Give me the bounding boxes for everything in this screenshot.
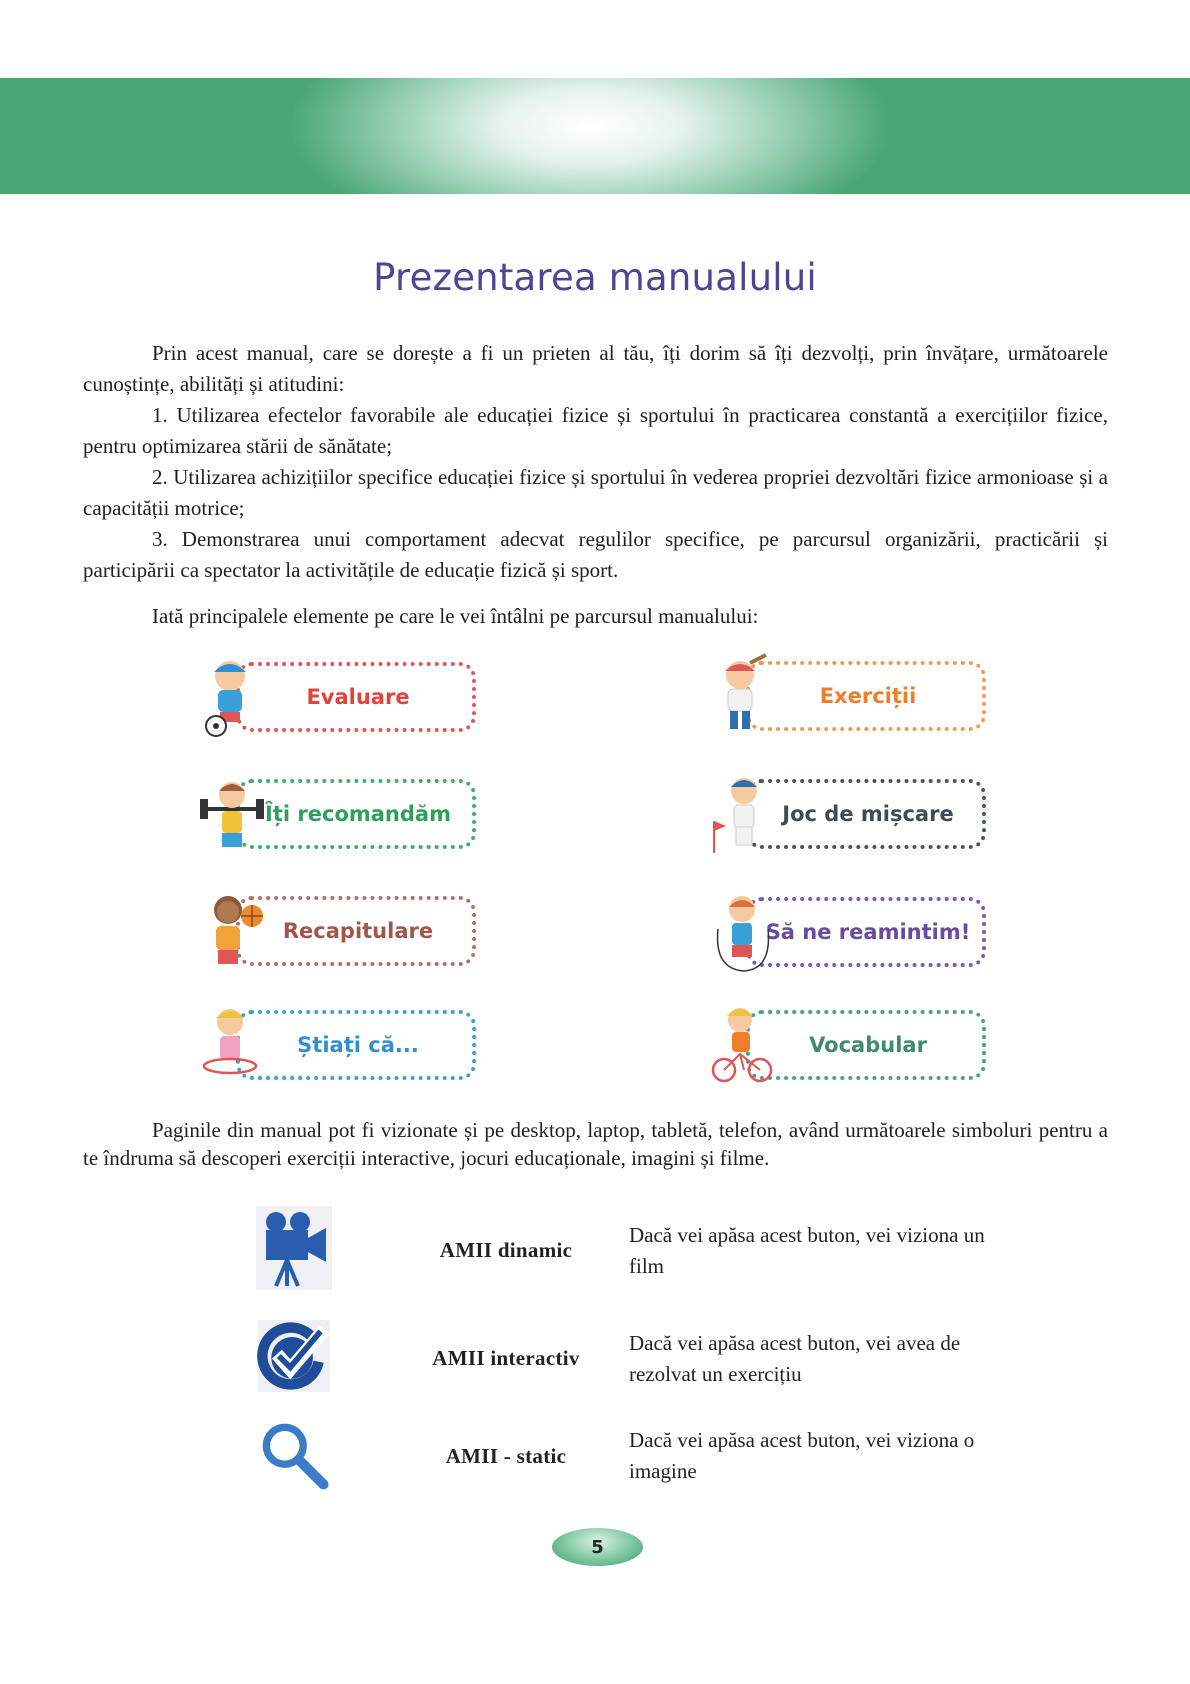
intro-text	[83, 338, 1108, 586]
kid-golf-icon	[710, 771, 774, 855]
badge-stiati-ca	[200, 1008, 475, 1078]
badge-evaluare	[200, 660, 475, 730]
symbol-name: AMII interactiv	[432, 1346, 580, 1370]
badge-recapitulare	[200, 894, 475, 964]
badge-label: Vocabular	[809, 1033, 927, 1057]
elements-lead-text: Iată principalele elemente pe care le vei întâlni pe parcursul manualului:	[152, 604, 759, 628]
video-camera-icon[interactable]	[256, 1206, 332, 1290]
header-band	[0, 78, 1190, 194]
symbol-description: Dacă vei apăsa acest buton, vei viziona un film	[629, 1223, 985, 1278]
objective-3: 3. Demonstrarea unui comportament adecvat regulilor specifice, pe parcursul organizării, practicării și participării ca spectator la activitățile de educație fizică și sport.	[83, 527, 1108, 582]
badge-label: Exerciții	[819, 684, 917, 708]
badge-label: Joc de mișcare	[782, 802, 954, 826]
elements-lead	[83, 601, 1108, 632]
badge-exercitii	[710, 659, 985, 729]
badge-vocabular	[710, 1008, 985, 1078]
symbol-row-interactiv	[256, 1319, 1036, 1403]
intro-paragraph: Prin acest manual, care se dorește a fi un prieten al tău, îți dorim să îți dezvolți, prin învățare, următoarele cunoștințe, abilități și atitudini:	[83, 341, 1108, 396]
page-title: Prezentarea manualului	[373, 256, 817, 299]
kid-baseball-icon	[710, 653, 774, 737]
kid-basketball-icon	[200, 888, 264, 972]
kid-hula-hoop-icon	[200, 1002, 264, 1086]
page-number: 5	[552, 1528, 643, 1566]
badge-label: Să ne reamintim!	[765, 920, 971, 944]
symbol-description: Dacă vei apăsa acest buton, vei viziona o imagine	[629, 1428, 975, 1483]
objective-2: 2. Utilizarea achizițiilor specifice educației fizice și sportului în vederea propriei dezvoltări fizice armonioase și a capacității motrice;	[83, 465, 1108, 520]
symbol-row-dinamic	[256, 1206, 1036, 1290]
kid-cycling-icon	[710, 1002, 774, 1086]
badge-label: Îți recomandăm	[265, 802, 451, 826]
badge-label: Evaluare	[306, 685, 410, 709]
badge-iti-recomandam	[200, 777, 475, 847]
objective-1: 1. Utilizarea efectelor favorabile ale educației fizice și sportului în practicarea constantă a exercițiilor fizice, pentru optimizarea stării de sănătate;	[83, 403, 1108, 458]
badge-joc-de-miscare	[710, 777, 985, 847]
digital-intro-text: Paginile din manual pot fi vizionate și pe desktop, laptop, tabletă, telefon, având următoarele simboluri pentru a te îndruma să descoperi exerciții interactive, jocuri educaționale, imagini și filme.	[83, 1118, 1108, 1170]
kid-jump-rope-icon	[710, 889, 774, 973]
kid-weightlifting-icon	[200, 771, 264, 855]
badge-label: Știați că...	[297, 1033, 419, 1057]
symbol-description: Dacă vei apăsa acest buton, vei avea de rezolvat un exercițiu	[629, 1331, 961, 1386]
checkmark-icon[interactable]	[256, 1320, 332, 1392]
kid-soccer-icon	[200, 654, 264, 738]
badge-sa-ne-reamintim	[710, 895, 985, 965]
badge-label: Recapitulare	[282, 919, 434, 943]
digital-intro	[83, 1116, 1108, 1172]
magnifier-icon[interactable]	[256, 1420, 332, 1490]
symbol-name: AMII dinamic	[439, 1238, 573, 1262]
symbol-row-static	[256, 1420, 1036, 1504]
symbol-name: AMII - static	[445, 1444, 567, 1468]
